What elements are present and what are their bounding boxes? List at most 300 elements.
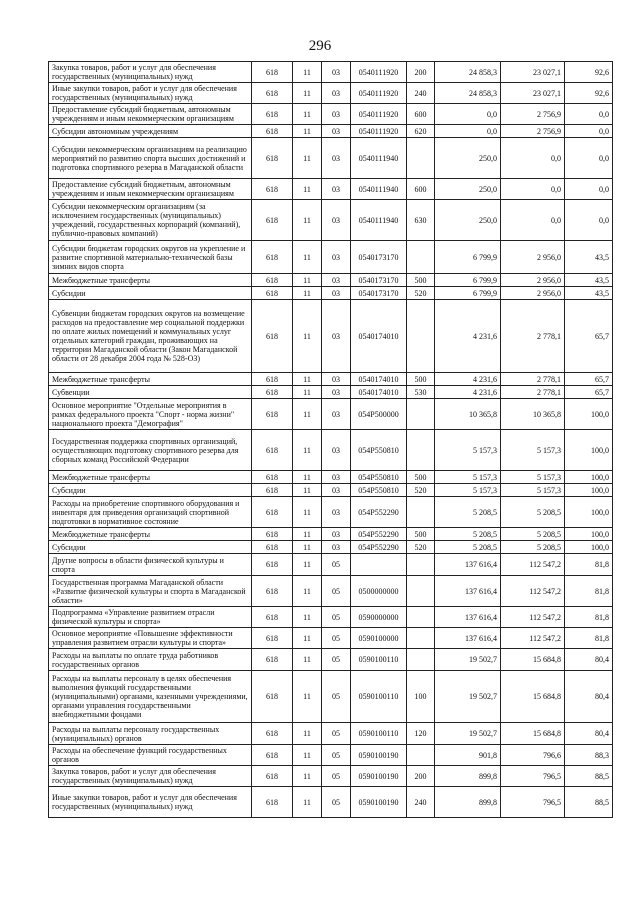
cell-ministry-code: 618 [252,787,293,818]
table-row [49,200,613,241]
cell-target-code: 0540111940 [351,200,407,241]
cell-actual-amount: 2 956,0 [501,274,565,287]
cell-execution-percent: 0,0 [565,125,613,138]
cell-ministry-code: 618 [252,745,293,766]
cell-plan-amount: 6 799,9 [435,287,501,300]
cell-plan-amount: 6 799,9 [435,241,501,274]
table-row [49,386,613,399]
cell-target-code: 0590100110 [351,671,407,723]
cell-section-code: 11 [293,179,322,200]
cell-expense-type [407,745,435,766]
cell-actual-amount: 112 547,2 [501,554,565,576]
cell-subsection-code: 03 [322,373,351,386]
cell-section-code: 11 [293,83,322,104]
cell-ministry-code: 618 [252,287,293,300]
cell-ministry-code: 618 [252,628,293,649]
cell-ministry-code: 618 [252,373,293,386]
cell-plan-amount: 5 157,3 [435,471,501,484]
cell-target-code: 0590100110 [351,723,407,745]
cell-expense-type: 620 [407,125,435,138]
cell-plan-amount: 19 502,7 [435,723,501,745]
cell-plan-amount: 5 208,5 [435,528,501,541]
cell-name: Межбюджетные трансферты [49,471,252,484]
cell-actual-amount: 0,0 [501,179,565,200]
cell-name: Межбюджетные трансферты [49,274,252,287]
cell-subsection-code: 03 [322,471,351,484]
cell-expense-type: 600 [407,104,435,125]
cell-ministry-code: 618 [252,576,293,607]
cell-section-code: 11 [293,241,322,274]
cell-subsection-code: 03 [322,241,351,274]
cell-actual-amount: 0,0 [501,138,565,179]
cell-target-code: 0540173170 [351,241,407,274]
cell-target-code: 0540173170 [351,274,407,287]
cell-actual-amount: 796,6 [501,745,565,766]
cell-subsection-code: 05 [322,628,351,649]
cell-plan-amount: 0,0 [435,125,501,138]
table-row [49,766,613,787]
cell-subsection-code: 05 [322,745,351,766]
cell-target-code: 0540174010 [351,300,407,373]
table-row [49,576,613,607]
cell-name: Расходы на выплаты персоналу государственных (муниципальных) органов [49,723,252,745]
cell-ministry-code: 618 [252,471,293,484]
cell-plan-amount: 6 799,9 [435,274,501,287]
table-row [49,287,613,300]
cell-section-code: 11 [293,138,322,179]
cell-subsection-code: 05 [322,649,351,671]
cell-execution-percent: 100,0 [565,541,613,554]
cell-expense-type: 530 [407,386,435,399]
cell-execution-percent: 43,5 [565,274,613,287]
cell-section-code: 11 [293,649,322,671]
cell-target-code [351,554,407,576]
cell-ministry-code: 618 [252,430,293,471]
table-row [49,541,613,554]
cell-plan-amount: 899,8 [435,766,501,787]
cell-name: Межбюджетные трансферты [49,373,252,386]
cell-execution-percent: 88,3 [565,745,613,766]
cell-subsection-code: 03 [322,104,351,125]
cell-target-code: 054P550810 [351,484,407,497]
cell-execution-percent: 0,0 [565,179,613,200]
cell-execution-percent: 100,0 [565,399,613,430]
cell-plan-amount: 5 157,3 [435,430,501,471]
table-row [49,554,613,576]
cell-plan-amount: 250,0 [435,200,501,241]
cell-section-code: 11 [293,471,322,484]
table-row [49,607,613,628]
table-row [49,430,613,471]
cell-target-code: 054P500000 [351,399,407,430]
table-row [49,497,613,528]
cell-ministry-code: 618 [252,104,293,125]
table-row [49,104,613,125]
cell-target-code: 0540111920 [351,104,407,125]
cell-section-code: 11 [293,104,322,125]
cell-section-code: 11 [293,274,322,287]
cell-name: Предоставление субсидий бюджетным, автономным учреждениям и иным некоммерческим организациям [49,104,252,125]
cell-name: Расходы на выплаты по оплате труда работников государственных органов [49,649,252,671]
cell-name: Расходы на приобретение спортивного оборудования и инвентаря для приведения организаций спортивной подготовки в нормативное состояние [49,497,252,528]
table-row [49,745,613,766]
cell-plan-amount: 137 616,4 [435,554,501,576]
cell-target-code: 0540111940 [351,138,407,179]
cell-execution-percent: 88,5 [565,787,613,818]
cell-plan-amount: 24 858,3 [435,83,501,104]
cell-execution-percent: 80,4 [565,649,613,671]
cell-ministry-code: 618 [252,554,293,576]
cell-name: Расходы на выплаты персоналу в целях обеспечения выполнения функций государственными (муниципальными) органами, казенными учреждениями, органами управления государственными внебюджетными фондами [49,671,252,723]
budget-table-body [49,62,613,818]
cell-expense-type: 120 [407,723,435,745]
table-row [49,723,613,745]
cell-target-code: 0540111920 [351,83,407,104]
cell-expense-type [407,399,435,430]
cell-expense-type: 520 [407,287,435,300]
cell-section-code: 11 [293,766,322,787]
cell-section-code: 11 [293,607,322,628]
table-row [49,484,613,497]
cell-actual-amount: 5 157,3 [501,430,565,471]
cell-actual-amount: 2 956,0 [501,287,565,300]
cell-plan-amount: 5 208,5 [435,497,501,528]
cell-execution-percent: 65,7 [565,386,613,399]
cell-execution-percent: 0,0 [565,200,613,241]
cell-ministry-code: 618 [252,607,293,628]
cell-name: Субсидии некоммерческим организациям (за исключением государственных (муниципальных) учреждений, государственных корпораций (компаний), публично-правовых компаний) [49,200,252,241]
table-row [49,649,613,671]
table-row [49,179,613,200]
cell-subsection-code: 03 [322,430,351,471]
cell-target-code: 054P552290 [351,497,407,528]
cell-expense-type: 100 [407,671,435,723]
cell-ministry-code: 618 [252,671,293,723]
table-row [49,300,613,373]
cell-name: Субсидии некоммерческим организациям на реализацию мероприятий по развитию спорта высших достижений и подготовка спортивного резерва в Магаданской области [49,138,252,179]
cell-execution-percent: 100,0 [565,497,613,528]
cell-section-code: 11 [293,554,322,576]
cell-execution-percent: 80,4 [565,671,613,723]
cell-subsection-code: 03 [322,287,351,300]
cell-ministry-code: 618 [252,649,293,671]
cell-section-code: 11 [293,125,322,138]
cell-subsection-code: 05 [322,607,351,628]
cell-target-code: 0540174010 [351,373,407,386]
cell-section-code: 11 [293,528,322,541]
cell-actual-amount: 112 547,2 [501,628,565,649]
table-row [49,671,613,723]
cell-execution-percent: 81,8 [565,628,613,649]
cell-name: Субсидии [49,287,252,300]
cell-execution-percent: 100,0 [565,471,613,484]
cell-plan-amount: 4 231,6 [435,300,501,373]
table-row [49,274,613,287]
cell-plan-amount: 250,0 [435,179,501,200]
cell-subsection-code: 05 [322,576,351,607]
cell-actual-amount: 5 208,5 [501,528,565,541]
cell-section-code: 11 [293,300,322,373]
cell-actual-amount: 23 027,1 [501,83,565,104]
cell-plan-amount: 10 365,8 [435,399,501,430]
cell-subsection-code: 05 [322,766,351,787]
cell-subsection-code: 05 [322,554,351,576]
cell-section-code: 11 [293,576,322,607]
cell-target-code: 0590100110 [351,649,407,671]
cell-expense-type: 520 [407,484,435,497]
cell-section-code: 11 [293,484,322,497]
cell-section-code: 11 [293,671,322,723]
cell-expense-type: 500 [407,528,435,541]
cell-expense-type [407,554,435,576]
cell-subsection-code: 03 [322,62,351,83]
cell-name: Закупка товаров, работ и услуг для обеспечения государственных (муниципальных) нужд [49,766,252,787]
cell-section-code: 11 [293,386,322,399]
cell-plan-amount: 24 858,3 [435,62,501,83]
cell-name: Другие вопросы в области физической культуры и спорта [49,554,252,576]
cell-subsection-code: 05 [322,671,351,723]
cell-section-code: 11 [293,628,322,649]
cell-name: Расходы на обеспечение функций государственных органов [49,745,252,766]
cell-target-code: 0540173170 [351,287,407,300]
cell-execution-percent: 81,8 [565,607,613,628]
cell-execution-percent: 81,8 [565,554,613,576]
page-number: 296 [308,38,332,54]
cell-execution-percent: 81,8 [565,576,613,607]
cell-actual-amount: 112 547,2 [501,607,565,628]
cell-target-code: 0500000000 [351,576,407,607]
cell-ministry-code: 618 [252,766,293,787]
cell-execution-percent: 80,4 [565,723,613,745]
table-row [49,62,613,83]
cell-actual-amount: 2 756,9 [501,104,565,125]
cell-target-code: 0540111920 [351,62,407,83]
cell-subsection-code: 03 [322,484,351,497]
cell-target-code: 054P552290 [351,528,407,541]
cell-name: Субсидии бюджетам городских округов на укрепление и развитие спортивной материально-технической базы зимних видов спорта [49,241,252,274]
cell-ministry-code: 618 [252,497,293,528]
cell-subsection-code: 03 [322,300,351,373]
cell-execution-percent: 0,0 [565,138,613,179]
table-row [49,125,613,138]
cell-actual-amount: 0,0 [501,200,565,241]
cell-expense-type: 240 [407,787,435,818]
cell-name: Межбюджетные трансферты [49,528,252,541]
table-row [49,83,613,104]
cell-execution-percent: 100,0 [565,484,613,497]
cell-ministry-code: 618 [252,200,293,241]
cell-name: Субсидии [49,484,252,497]
cell-ministry-code: 618 [252,83,293,104]
cell-subsection-code: 05 [322,723,351,745]
cell-actual-amount: 15 684,8 [501,671,565,723]
cell-ministry-code: 618 [252,399,293,430]
cell-target-code: 0590000000 [351,607,407,628]
cell-actual-amount: 10 365,8 [501,399,565,430]
cell-section-code: 11 [293,287,322,300]
cell-plan-amount: 19 502,7 [435,671,501,723]
cell-target-code: 0590100190 [351,745,407,766]
table-row [49,138,613,179]
cell-name: Субсидии [49,541,252,554]
cell-ministry-code: 618 [252,386,293,399]
cell-plan-amount: 137 616,4 [435,628,501,649]
cell-actual-amount: 5 208,5 [501,541,565,554]
cell-execution-percent: 88,5 [565,766,613,787]
cell-target-code: 0590100000 [351,628,407,649]
cell-execution-percent: 65,7 [565,373,613,386]
cell-plan-amount: 19 502,7 [435,649,501,671]
cell-actual-amount: 2 778,1 [501,300,565,373]
cell-name: Субсидии автономным учреждениям [49,125,252,138]
cell-subsection-code: 03 [322,541,351,554]
cell-execution-percent: 92,6 [565,83,613,104]
cell-name: Закупка товаров, работ и услуг для обеспечения государственных (муниципальных) нужд [49,62,252,83]
cell-target-code: 0590100190 [351,787,407,818]
cell-expense-type: 500 [407,274,435,287]
cell-actual-amount: 5 208,5 [501,497,565,528]
cell-name: Основное мероприятие «Повышение эффективности управления развитием отрасли культуры и спорта» [49,628,252,649]
cell-expense-type [407,497,435,528]
cell-section-code: 11 [293,430,322,471]
cell-plan-amount: 5 157,3 [435,484,501,497]
cell-section-code: 11 [293,541,322,554]
cell-section-code: 11 [293,723,322,745]
cell-expense-type [407,430,435,471]
table-row [49,471,613,484]
cell-actual-amount: 15 684,8 [501,723,565,745]
cell-section-code: 11 [293,399,322,430]
cell-expense-type [407,649,435,671]
cell-actual-amount: 796,5 [501,766,565,787]
cell-expense-type [407,241,435,274]
cell-ministry-code: 618 [252,179,293,200]
cell-name: Иные закупки товаров, работ и услуг для обеспечения государственных (муниципальных) нужд [49,787,252,818]
cell-target-code: 054P552290 [351,541,407,554]
cell-expense-type: 520 [407,541,435,554]
cell-plan-amount: 137 616,4 [435,576,501,607]
cell-execution-percent: 100,0 [565,430,613,471]
cell-expense-type: 500 [407,471,435,484]
cell-subsection-code: 05 [322,787,351,818]
cell-subsection-code: 03 [322,497,351,528]
cell-target-code: 0540111940 [351,179,407,200]
cell-expense-type: 200 [407,62,435,83]
cell-ministry-code: 618 [252,241,293,274]
cell-ministry-code: 618 [252,62,293,83]
cell-execution-percent: 43,5 [565,287,613,300]
cell-actual-amount: 796,5 [501,787,565,818]
cell-ministry-code: 618 [252,484,293,497]
cell-plan-amount: 899,8 [435,787,501,818]
cell-subsection-code: 03 [322,274,351,287]
table-row [49,528,613,541]
cell-subsection-code: 03 [322,528,351,541]
cell-actual-amount: 2 778,1 [501,373,565,386]
cell-name: Субвенции [49,386,252,399]
cell-execution-percent: 92,6 [565,62,613,83]
cell-execution-percent: 65,7 [565,300,613,373]
table-row [49,399,613,430]
cell-target-code: 054P550810 [351,471,407,484]
table-row [49,241,613,274]
cell-plan-amount: 137 616,4 [435,607,501,628]
cell-plan-amount: 4 231,6 [435,373,501,386]
cell-expense-type [407,628,435,649]
cell-subsection-code: 03 [322,179,351,200]
cell-subsection-code: 03 [322,138,351,179]
cell-execution-percent: 43,5 [565,241,613,274]
cell-ministry-code: 618 [252,723,293,745]
cell-actual-amount: 23 027,1 [501,62,565,83]
cell-ministry-code: 618 [252,528,293,541]
cell-execution-percent: 0,0 [565,104,613,125]
cell-actual-amount: 2 756,9 [501,125,565,138]
cell-name: Предоставление субсидий бюджетным, автономным учреждениям и иным некоммерческим организациям [49,179,252,200]
cell-expense-type [407,607,435,628]
cell-plan-amount: 5 208,5 [435,541,501,554]
cell-name: Государственная поддержка спортивных организаций, осуществляющих подготовку спортивного резерва для сборных команд Российской Федерации [49,430,252,471]
cell-actual-amount: 2 956,0 [501,241,565,274]
cell-target-code: 054P550810 [351,430,407,471]
cell-ministry-code: 618 [252,138,293,179]
cell-name: Иные закупки товаров, работ и услуг для обеспечения государственных (муниципальных) нужд [49,83,252,104]
cell-plan-amount: 901,8 [435,745,501,766]
table-row [49,628,613,649]
cell-section-code: 11 [293,497,322,528]
cell-expense-type: 240 [407,83,435,104]
cell-section-code: 11 [293,373,322,386]
cell-execution-percent: 100,0 [565,528,613,541]
cell-actual-amount: 5 157,3 [501,471,565,484]
cell-name: Основное мероприятие "Отдельные мероприятия в рамках федерального проекта "Спорт - норма жизни" национального проекта "Демография" [49,399,252,430]
cell-ministry-code: 618 [252,300,293,373]
budget-table [48,61,613,818]
cell-section-code: 11 [293,787,322,818]
cell-target-code: 0540111920 [351,125,407,138]
cell-expense-type: 600 [407,179,435,200]
cell-expense-type [407,300,435,373]
cell-target-code: 0540174010 [351,386,407,399]
cell-ministry-code: 618 [252,274,293,287]
cell-plan-amount: 4 231,6 [435,386,501,399]
cell-plan-amount: 250,0 [435,138,501,179]
cell-actual-amount: 15 684,8 [501,649,565,671]
cell-ministry-code: 618 [252,541,293,554]
cell-expense-type: 630 [407,200,435,241]
cell-expense-type: 500 [407,373,435,386]
cell-name: Подпрограмма «Управление развитием отрасли физической культуры и спорта» [49,607,252,628]
cell-subsection-code: 03 [322,386,351,399]
cell-actual-amount: 5 157,3 [501,484,565,497]
cell-expense-type: 200 [407,766,435,787]
cell-section-code: 11 [293,745,322,766]
table-row [49,787,613,818]
cell-expense-type [407,138,435,179]
cell-section-code: 11 [293,200,322,241]
cell-name: Государственная программа Магаданской области «Развитие физической культуры и спорта в Магаданской области» [49,576,252,607]
cell-actual-amount: 2 778,1 [501,386,565,399]
cell-section-code: 11 [293,62,322,83]
cell-ministry-code: 618 [252,125,293,138]
cell-subsection-code: 03 [322,399,351,430]
cell-subsection-code: 03 [322,83,351,104]
cell-subsection-code: 03 [322,200,351,241]
cell-expense-type [407,576,435,607]
cell-subsection-code: 03 [322,125,351,138]
cell-plan-amount: 0,0 [435,104,501,125]
cell-name: Субвенции бюджетам городских округов на возмещение расходов на предоставление мер социальной поддержки по оплате жилых помещений и коммунальных услуг отдельных категорий граждан, проживающих на территории Магаданской области (Закон Магаданской области от 28 декабря 2004 года № 528-ОЗ) [49,300,252,373]
